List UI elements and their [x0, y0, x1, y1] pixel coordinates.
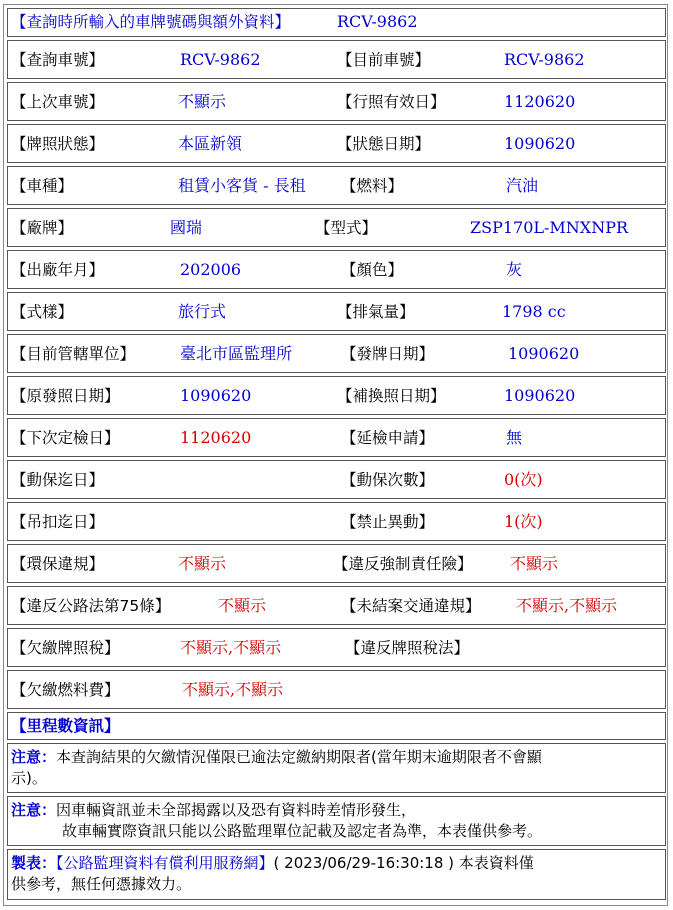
label-fuel: 【燃料】 [341, 177, 404, 195]
value-last-plate: 不顯示 [178, 92, 227, 111]
value-open-traffic-violation: 不顯示,不顯示 [516, 596, 618, 615]
mileage-row [7, 712, 666, 740]
row-fuel-fee [7, 670, 666, 709]
value-reissue-date: 1090620 [504, 386, 576, 405]
value-jurisdiction: 臺北市區監理所 [180, 344, 293, 363]
row-query-plate [7, 40, 666, 79]
value-issue-date: 1090620 [508, 344, 580, 363]
label-unpaid-fuel-fee: 【欠繳燃料費】 [11, 681, 120, 699]
label-open-traffic-violation: 【未結案交通違規】 [341, 597, 481, 615]
value-highway-act-violation: 不顯示 [218, 596, 267, 615]
note-2 [7, 796, 666, 846]
note-2-label: 注意： [11, 801, 57, 819]
value-insurance-violation: 不顯示 [510, 554, 559, 573]
value-plate-status: 本區新領 [178, 134, 243, 153]
note-1-line-2: 示)。 [11, 769, 47, 787]
value-environment-violation: 不顯示 [178, 554, 227, 573]
row-vehicle-type [7, 166, 666, 205]
value-status-date: 1090620 [504, 134, 576, 153]
footer-note [7, 849, 666, 900]
label-highway-act-violation: 【違反公路法第75條】 [11, 597, 171, 615]
row-chattel-mortgage [7, 460, 666, 499]
label-chattel-mortgage-end: 【動保迄日】 [11, 471, 105, 489]
value-query-plate: RCV-9862 [180, 50, 261, 69]
header-plate: RCV-9862 [337, 12, 418, 31]
value-license-valid-date: 1120620 [504, 92, 576, 111]
row-brand [7, 208, 666, 247]
row-environment-violation [7, 544, 666, 583]
header-row [7, 8, 666, 37]
row-body-style [7, 292, 666, 331]
label-transfer-ban: 【禁止異動】 [341, 513, 435, 531]
label-original-license-date: 【原發照日期】 [11, 387, 120, 405]
row-suspension [7, 502, 666, 541]
label-jurisdiction: 【目前管轄單位】 [11, 345, 136, 363]
value-color: 灰 [506, 260, 523, 279]
footer-line-2: 供參考，無任何憑據效力。 [11, 875, 192, 893]
footer-source-link[interactable]: 【公路監理資料有償利用服務網】 [56, 854, 274, 872]
label-next-inspection: 【下次定檢日】 [11, 429, 120, 447]
row-license-tax [7, 628, 666, 667]
label-vehicle-type: 【車種】 [11, 177, 74, 195]
label-suspension-end: 【吊扣迄日】 [11, 513, 105, 531]
value-transfer-ban: 1(次) [504, 512, 543, 531]
value-vehicle-type: 租賃小客貨 - 長租 [178, 176, 306, 195]
value-unpaid-fuel-fee: 不顯示,不顯示 [182, 680, 284, 699]
label-inspection-extension: 【延檢申請】 [341, 429, 435, 447]
row-highway-act-violation [7, 586, 666, 625]
label-plate-status: 【牌照狀態】 [11, 135, 105, 153]
note-1-label: 注意： [11, 748, 57, 766]
value-next-inspection: 1120620 [180, 428, 252, 447]
label-current-plate: 【目前車號】 [337, 51, 431, 69]
label-environment-violation: 【環保違規】 [11, 555, 105, 573]
label-query-plate: 【查詢車號】 [11, 51, 105, 69]
footer-line-1-rest: ( 2023/06/29-16:30:18 ) 本表資料僅 [273, 854, 534, 872]
label-reissue-date: 【補換照日期】 [337, 387, 446, 405]
row-next-inspection [7, 418, 666, 457]
label-license-valid-date: 【行照有效日】 [337, 93, 446, 111]
label-manufacture-date: 【出廠年月】 [11, 261, 105, 279]
label-insurance-violation: 【違反強制責任險】 [333, 555, 473, 573]
value-displacement: 1798 cc [502, 302, 566, 321]
value-current-plate: RCV-9862 [504, 50, 585, 69]
note-2-line-2: 故車輛實際資訊只能以公路監理單位記載及認定者為準，本表僅供參考。 [62, 822, 543, 840]
value-manufacture-date: 202006 [180, 260, 242, 279]
value-fuel: 汽油 [506, 176, 539, 195]
row-jurisdiction [7, 334, 666, 373]
label-brand: 【廠牌】 [11, 219, 74, 237]
value-inspection-extension: 無 [506, 428, 523, 447]
label-status-date: 【狀態日期】 [337, 135, 431, 153]
value-body-style: 旅行式 [178, 302, 227, 321]
note-1 [7, 743, 666, 793]
label-issue-date: 【發牌日期】 [341, 345, 435, 363]
row-manufacture-date [7, 250, 666, 289]
row-last-plate [7, 82, 666, 121]
header-title: 【查詢時所輸入的車牌號碼與額外資料】 [11, 13, 291, 31]
label-color: 【顏色】 [341, 261, 404, 279]
value-model: ZSP170L-MNXNPR [470, 218, 628, 237]
label-model: 【型式】 [315, 219, 378, 237]
row-original-license-date [7, 376, 666, 415]
note-1-line-1: 本查詢結果的欠繳情況僅限已逾法定繳納期限者(當年期末逾期限者不會顯 [56, 748, 542, 766]
mileage-title: 【里程數資訊】 [11, 717, 120, 735]
label-unpaid-license-tax: 【欠繳牌照稅】 [11, 639, 120, 657]
label-body-style: 【式樣】 [11, 303, 74, 321]
row-plate-status [7, 124, 666, 163]
note-2-line-1: 因車輛資訊並未全部揭露以及恐有資料時差情形發生， [56, 801, 417, 819]
label-last-plate: 【上次車號】 [11, 93, 105, 111]
value-unpaid-license-tax: 不顯示,不顯示 [180, 638, 282, 657]
label-displacement: 【排氣量】 [337, 303, 415, 321]
value-brand: 國瑞 [170, 218, 203, 237]
value-chattel-mortgage-count: 0(次) [504, 470, 543, 489]
value-original-license-date: 1090620 [180, 386, 252, 405]
label-license-tax-violation: 【違反牌照稅法】 [345, 639, 470, 657]
footer-label: 製表： [11, 854, 57, 872]
label-chattel-mortgage-count: 【動保次數】 [341, 471, 435, 489]
